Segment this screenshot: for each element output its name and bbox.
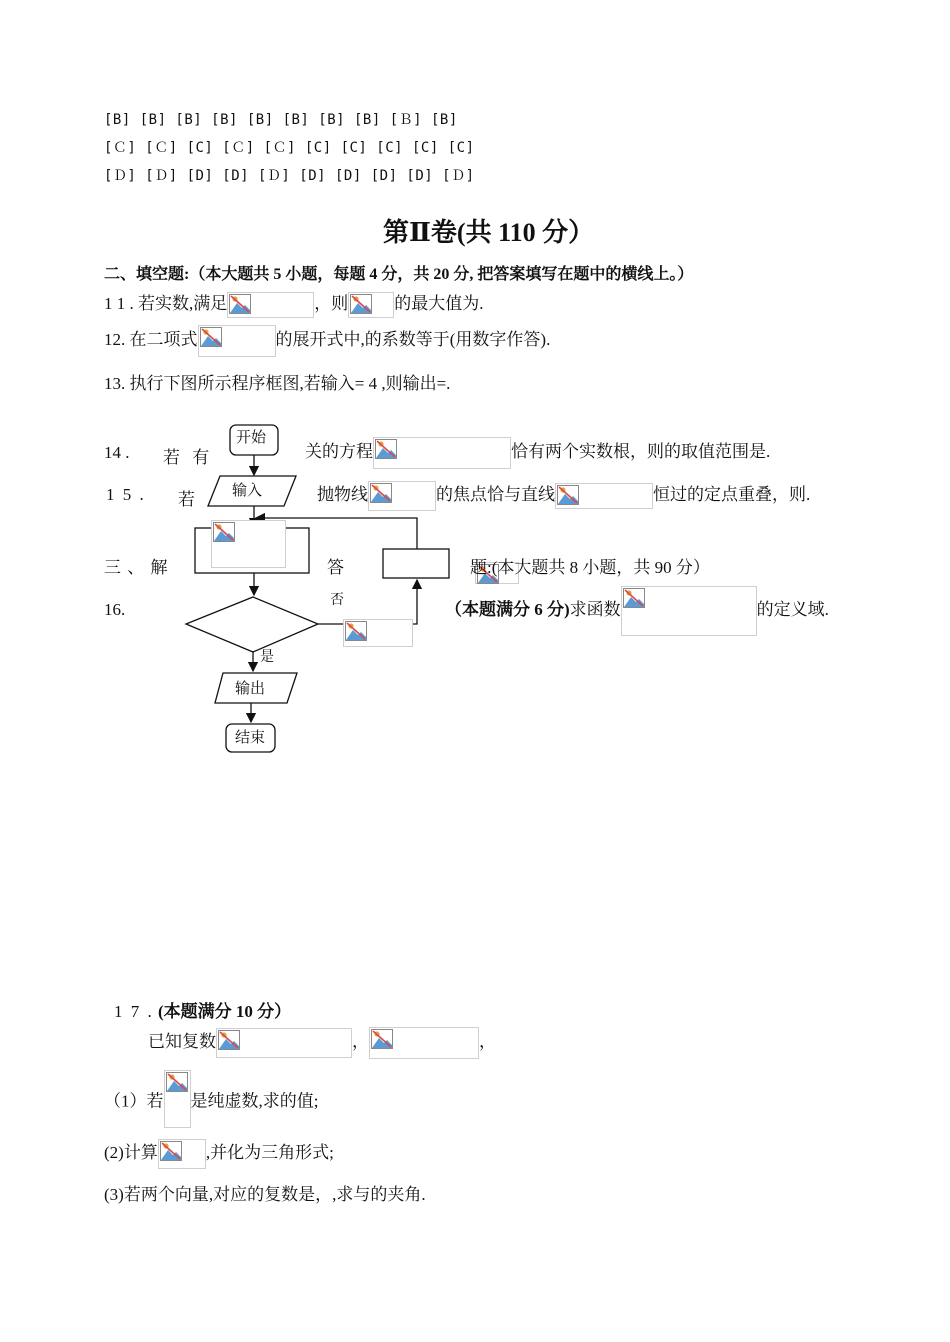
flow-no-label: 否 bbox=[330, 593, 344, 608]
flow-start-label: 开始 bbox=[236, 430, 267, 446]
q14-text-b: 关的方程 bbox=[305, 442, 373, 461]
q17-given-text: 已知复数 bbox=[148, 1032, 216, 1051]
answer-row-b: [B] [B] [B] [B] [B] [B] [B] [B] [Ｂ] [B] bbox=[104, 112, 458, 128]
question-12 bbox=[104, 325, 550, 357]
broken-image-icon bbox=[229, 294, 251, 314]
broken-image-icon bbox=[213, 522, 235, 542]
q11-text-b: ，则 bbox=[314, 294, 349, 313]
q12-text-b: 的展开式中,的系数等于(用数字作答). bbox=[275, 330, 551, 349]
section-title: 第Ⅱ卷(共 110 分） bbox=[383, 218, 595, 247]
fill-in-header: 二、填空题:（本大题共 5 小题，每题 4 分，共 20 分, 把答案填写在题中的横线上。） bbox=[104, 266, 694, 283]
section3-text-b: 答 bbox=[327, 558, 344, 577]
q17-comma-2: ， bbox=[479, 1032, 496, 1051]
question-14 bbox=[305, 437, 770, 469]
q15-text-c: 的焦点恰与直线 bbox=[436, 485, 555, 504]
section3-text-c: 题:(本大题共 8 小题，共 90 分） bbox=[470, 558, 710, 577]
q17-part2-text-a: (2)计算 bbox=[104, 1143, 158, 1162]
flow-process-image bbox=[211, 520, 286, 568]
flow-condition-image bbox=[343, 619, 413, 647]
q17-part1-text-a: （1）若 bbox=[104, 1091, 164, 1111]
broken-image-icon bbox=[218, 1030, 240, 1050]
q14-text-c: 恰有两个实数根，则的取值范围是. bbox=[511, 442, 771, 461]
broken-image-icon bbox=[370, 483, 392, 503]
formula-image bbox=[555, 483, 653, 509]
q15-text-d: 恒过的定点重叠，则. bbox=[653, 485, 811, 504]
formula-image bbox=[369, 1027, 479, 1059]
q17-part-3: (3)若两个向量,对应的复数是，,求与的夹角. bbox=[104, 1185, 426, 1204]
q17-heading bbox=[114, 997, 291, 1022]
q16-number: 16. bbox=[104, 600, 126, 619]
q17-points: (本题满分 10 分） bbox=[158, 1002, 292, 1021]
flow-output-label: 输出 bbox=[235, 681, 266, 697]
broken-image-icon bbox=[200, 327, 222, 347]
q14-text-a: 若 有 bbox=[163, 448, 214, 467]
flow-end-label: 结束 bbox=[235, 730, 266, 746]
q16-points: （本题满分 6 分) bbox=[445, 599, 570, 619]
q15-text-a: 若 bbox=[178, 490, 195, 509]
q11-text-a: 1 1 . 若实数,满足 bbox=[104, 294, 228, 313]
q17-part-1 bbox=[104, 1070, 318, 1128]
broken-image-icon bbox=[371, 1029, 393, 1049]
formula-image bbox=[164, 1070, 191, 1128]
broken-image-icon bbox=[345, 621, 367, 641]
formula-image bbox=[348, 292, 394, 318]
broken-image-icon bbox=[160, 1141, 182, 1161]
formula-image bbox=[368, 481, 436, 511]
q11-text-c: 的最大值为. bbox=[394, 294, 484, 313]
formula-image bbox=[158, 1139, 206, 1169]
q17-part-2 bbox=[104, 1138, 334, 1169]
q12-text-a: 12. 在二项式 bbox=[104, 330, 198, 349]
q16-text-b: 求函数 bbox=[569, 599, 621, 619]
flow-decision-diamond bbox=[186, 597, 318, 652]
flow-update-box bbox=[383, 549, 449, 578]
formula-image bbox=[227, 292, 314, 318]
program-flowchart bbox=[170, 420, 460, 760]
flow-yes-label: 是 bbox=[260, 650, 274, 665]
question-11 bbox=[104, 289, 484, 318]
broken-image-icon bbox=[375, 439, 397, 459]
q15-text-b: 抛物线 bbox=[317, 485, 368, 504]
broken-image-icon bbox=[166, 1072, 188, 1092]
question-16 bbox=[445, 586, 829, 636]
q15-number: 1 5 . bbox=[106, 485, 146, 504]
q17-comma-1: ， bbox=[352, 1032, 369, 1051]
question-13: 13. 执行下图所示程序框图,若输入= 4 ,则输出=. bbox=[104, 374, 451, 393]
answer-row-d: [Ｄ] [Ｄ] [D] [D] [Ｄ] [D] [D] [D] [D] [Ｄ] bbox=[104, 168, 475, 184]
formula-image bbox=[373, 437, 511, 469]
q17-part1-text-b: 是纯虚数,求的值; bbox=[190, 1091, 319, 1111]
section3-text-a: 三 、 解 bbox=[104, 558, 169, 577]
formula-image bbox=[216, 1028, 352, 1058]
q17-number: 1 7 . bbox=[114, 1002, 154, 1021]
flow-input-label: 输入 bbox=[232, 483, 263, 499]
broken-image-icon bbox=[350, 294, 372, 314]
answer-row-c: [Ｃ] [Ｃ] [C] [Ｃ] [Ｃ] [C] [C] [C] [C] [C] bbox=[104, 140, 475, 156]
formula-image bbox=[198, 325, 276, 357]
q16-text-c: 的定义域. bbox=[756, 599, 829, 619]
q17-given bbox=[148, 1027, 496, 1059]
question-15 bbox=[317, 480, 810, 511]
broken-image-icon bbox=[623, 588, 645, 608]
formula-image bbox=[621, 586, 757, 636]
broken-image-icon bbox=[557, 485, 579, 505]
q17-part2-text-b: ,并化为三角形式; bbox=[205, 1143, 334, 1162]
q14-number: 14 . bbox=[104, 443, 130, 462]
